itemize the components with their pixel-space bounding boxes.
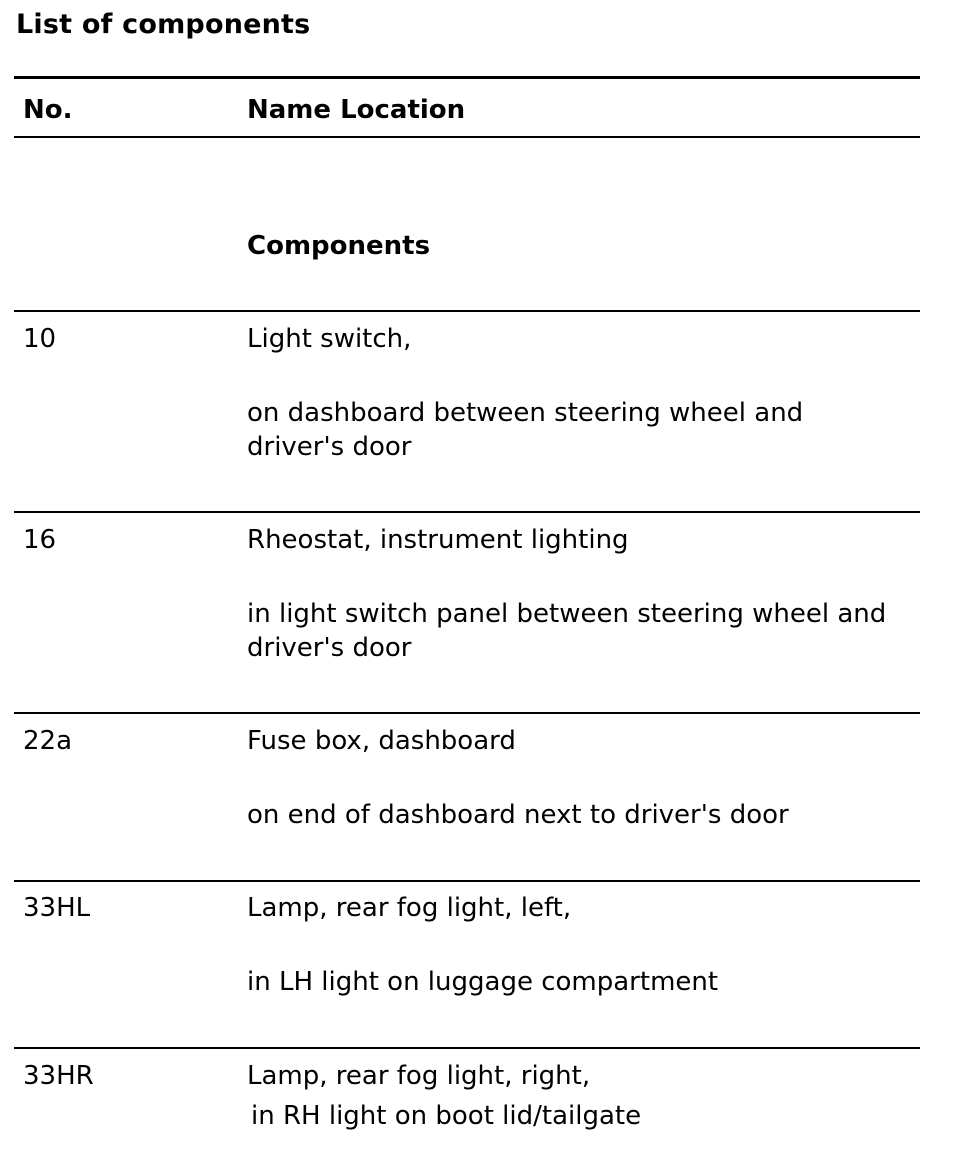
column-header-no: No. [23,95,73,125]
table-top-rule [14,76,920,79]
row-divider [14,712,920,714]
row-name: Rheostat, instrument lighting [247,525,629,555]
section-heading: Components [247,231,431,261]
row-number: 33HL [23,893,91,923]
row-number: 33HR [23,1061,94,1091]
row-divider [14,310,920,312]
row-divider [14,1047,920,1049]
row-number: 10 [23,324,57,354]
row-location: in LH light on luggage compartment [247,967,719,997]
row-name: Fuse box, dashboard [247,726,516,756]
header-bottom-rule [14,136,920,138]
row-location: on end of dashboard next to driver's door [247,800,789,830]
row-location: on dashboard between steering wheel and driver's door [247,398,804,462]
row-name: Lamp, rear fog light, left, [247,893,572,923]
row-name: Light switch, [247,324,412,354]
row-location: in light switch panel between steering wheel and driver's door [247,599,887,663]
document-title: List of components [16,9,311,40]
row-location: in RH light on boot lid/tailgate [251,1101,642,1131]
row-number: 16 [23,525,57,555]
row-divider [14,880,920,882]
row-name: Lamp, rear fog light, right, [247,1061,591,1091]
row-number: 22a [23,726,73,756]
row-divider [14,511,920,513]
column-header-name-location: Name Location [247,95,466,125]
